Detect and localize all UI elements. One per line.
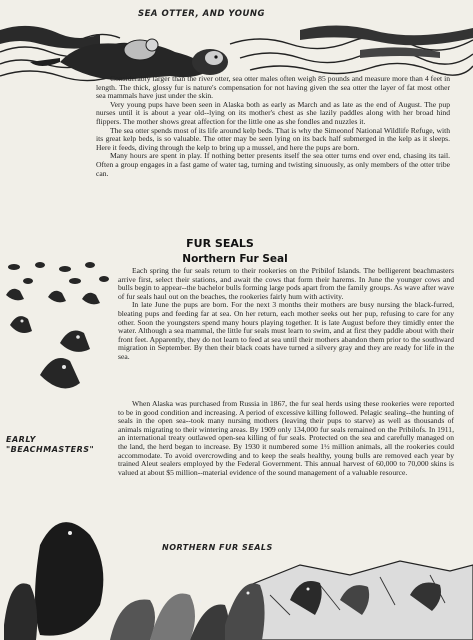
seal-paragraph-3: When Alaska was purchased from Russia in 1867, the fur seal herds using these rookeries were reported to be in good condition and increasing. A period of excessive killing followed. Pelagic sealing--the hunting of seals in the open sea--took many nursing mothers (leaving their pups to starve) as well as thousands of animals migrating to their wintering areas. By 1909 only 134,000 fur seals remained on the Pribilofs. In 1911, an international treaty outlawed open-sea killing of fur seals. Protected on the sea and carefully managed on the land, the herd began to increase. By 1930 it numbered some 1½ million animals, all the rookeries could accommodate. To avoid overcrowding and to keep the seals healthy, young bulls are removed each year by trained Aleut sealers employed by the Federal Government. This annual harvest of 60,000 to 70,000 skins is valued at about $5 million--material evidence of the sound management of a valuable resource. bbox=[118, 399, 454, 477]
seal-paragraph-1: Each spring the fur seals return to their rookeries on the Pribilof Islands. The belligerent beachmasters arrive first, select their stations, and await the cows that form their harems. In June the younger cows and bulls begin to appear--the bachelor bulls forming large pods apart from the family groups. As wave after wave of fur seals haul out on the beaches, the rookeries fairly hum with activity. bbox=[118, 266, 454, 301]
seal-paragraph-2: In late June the pups are born. For the next 3 months their mothers are busy nursing the black-furred, bleating pups and feeding far at sea. On her return, each mother seeks out her pup, refusing to care for any other. Soon the youngsters spend many hours playing together. It is late August before they timidly enter the water. Although a sea mammal, the little fur seals must learn to swim, and at first they paddle about with their front feet. Apparently, they do not learn to feed at sea until their mothers abandon them prior to the southward migration in September. By then their black coats have turned a silvery gray and they are ready for life in the sea. bbox=[118, 300, 454, 361]
fur-seals-heading: FUR SEALS bbox=[186, 237, 254, 250]
otter-paragraph-1: Considerably larger than the river otter, sea otter males often weigh 85 pounds and measure more than 4 feet in length. The thick, glossy fur is nature's compensation for not having given the sea otter the layer of fat most other sea mammals have just under the skin. bbox=[96, 74, 450, 101]
sea-otter-article bbox=[96, 75, 450, 178]
fur-seal-article-cont bbox=[118, 400, 454, 477]
otter-paragraph-4: Many hours are spent in play. If nothing better presents itself the sea otter turns end over end, chasing its tail. Often a group engages in a fast game of water tag, turning and twisting sinuously, as only members of the otter tribe can. bbox=[96, 151, 450, 178]
northern-fur-seals-caption: NORTHERN FUR SEALS bbox=[162, 543, 273, 552]
early-beachmasters-caption-line1: EARLY bbox=[6, 435, 36, 444]
fur-seal-article bbox=[118, 267, 454, 362]
otter-paragraph-2: Very young pups have been seen in Alaska both as early as March and as late as the end of August. The pup nurses until it is about a year old--lying on its mother's chest as she lazily paddles along with her broad hind flippers. The mother shows great affection for the little one as she fondles and nuzzles it. bbox=[96, 99, 450, 126]
beachmaster-seals-illustration bbox=[0, 255, 125, 425]
northern-fur-seal-heading: Northern Fur Seal bbox=[182, 253, 288, 265]
early-beachmasters-caption-line2: "BEACHMASTERS" bbox=[6, 445, 95, 454]
otter-paragraph-3: The sea otter spends most of its life around kelp beds. That is why the Simeonof National Wildlife Refuge, with its great kelp beds, is so valuable. The otter may be seen lying on its back half submerged in the kelp as it sleeps. Here it feeds, diving through the kelp to bring up a mussel, and here the pups are born. bbox=[96, 125, 450, 152]
sea-otter-caption: SEA OTTER, AND YOUNG bbox=[138, 9, 265, 19]
northern-fur-seals-illustration bbox=[0, 505, 473, 640]
